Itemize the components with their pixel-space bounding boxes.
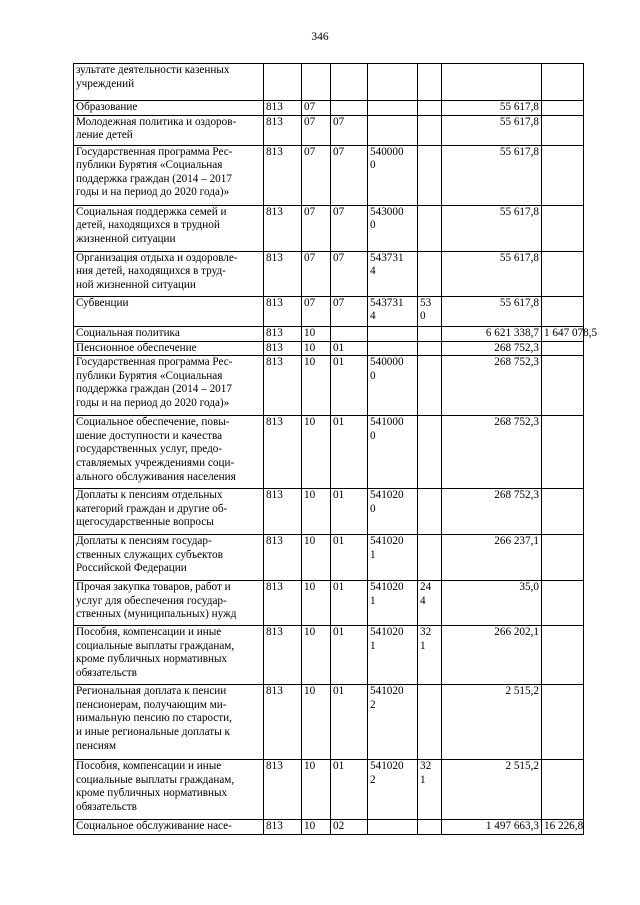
amount-subvention <box>542 760 584 820</box>
amount-subvention <box>542 115 584 145</box>
amount-subvention <box>542 685 584 760</box>
expense-type-code: 32 1 <box>418 760 442 820</box>
amount-total: 268 752,3 <box>442 489 542 535</box>
section-code: 10 <box>302 820 331 835</box>
section-code: 10 <box>302 535 331 581</box>
admin-code: 813 <box>264 115 302 145</box>
row-name: Социальная поддержка семей и детей, находящихся в трудной жизненной ситуации <box>74 205 264 251</box>
subsection-code <box>331 64 368 101</box>
amount-total: 2 515,2 <box>442 760 542 820</box>
subsection-code: 01 <box>331 760 368 820</box>
amount-subvention <box>542 356 584 416</box>
subsection-code: 01 <box>331 535 368 581</box>
admin-code: 813 <box>264 205 302 251</box>
amount-total: 55 617,8 <box>442 115 542 145</box>
section-code: 10 <box>302 489 331 535</box>
admin-code: 813 <box>264 341 302 356</box>
table-row <box>74 115 584 145</box>
amount-total: 268 752,3 <box>442 356 542 416</box>
admin-code: 813 <box>264 581 302 626</box>
budget-table <box>73 63 598 835</box>
table-row <box>74 626 584 685</box>
target-article-code: 541020 2 <box>368 685 418 760</box>
row-name: Социальная политика <box>74 326 264 341</box>
table-row <box>74 64 584 101</box>
amount-total: 266 237,1 <box>442 535 542 581</box>
table-row <box>74 416 584 489</box>
subsection-code: 01 <box>331 626 368 685</box>
table-row <box>74 251 584 296</box>
subsection-code: 01 <box>331 489 368 535</box>
amount-subvention <box>542 64 584 101</box>
expense-type-code <box>418 535 442 581</box>
amount-subvention <box>542 341 584 356</box>
amount-subvention <box>542 145 584 205</box>
admin-code: 813 <box>264 251 302 296</box>
admin-code: 813 <box>264 626 302 685</box>
amount-total: 1 497 663,3 <box>442 820 542 835</box>
amount-subvention <box>542 205 584 251</box>
subsection-code: 07 <box>331 251 368 296</box>
target-article-code <box>368 64 418 101</box>
amount-total: 55 617,8 <box>442 251 542 296</box>
amount-total: 55 617,8 <box>442 145 542 205</box>
subsection-code: 01 <box>331 581 368 626</box>
amount-subvention <box>542 101 584 116</box>
expense-type-code <box>418 820 442 835</box>
expense-type-code <box>418 115 442 145</box>
subsection-code: 01 <box>331 356 368 416</box>
subsection-code: 02 <box>331 820 368 835</box>
table-row <box>74 760 584 820</box>
admin-code: 813 <box>264 820 302 835</box>
row-name: зультате деятельности казенных учреждений <box>74 64 264 101</box>
expense-type-code <box>418 145 442 205</box>
row-name: Социальное обслуживание насе- <box>74 820 264 835</box>
amount-total: 55 617,8 <box>442 101 542 116</box>
expense-type-code: 24 4 <box>418 581 442 626</box>
target-article-code: 543731 4 <box>368 251 418 296</box>
table-body <box>74 64 598 835</box>
expense-type-code <box>418 416 442 489</box>
amount-total: 6 621 338,7 <box>442 326 542 341</box>
section-code: 07 <box>302 115 331 145</box>
table-row <box>74 535 584 581</box>
table-row <box>74 820 584 835</box>
section-code: 10 <box>302 581 331 626</box>
admin-code: 813 <box>264 356 302 416</box>
expense-type-code <box>418 356 442 416</box>
amount-total: 268 752,3 <box>442 341 542 356</box>
amount-subvention <box>542 296 584 326</box>
amount-subvention <box>542 535 584 581</box>
subsection-code: 07 <box>331 115 368 145</box>
expense-type-code <box>418 101 442 116</box>
section-code <box>302 64 331 101</box>
target-article-code: 540000 0 <box>368 145 418 205</box>
section-code: 10 <box>302 326 331 341</box>
admin-code: 813 <box>264 685 302 760</box>
section-code: 07 <box>302 145 331 205</box>
amount-subvention <box>542 489 584 535</box>
amount-subvention <box>542 626 584 685</box>
row-name: Пособия, компенсации и иные социальные выплаты гражданам, кроме публичных нормативных обязательств <box>74 626 264 685</box>
expense-type-code <box>418 205 442 251</box>
amount-subvention <box>542 416 584 489</box>
admin-code: 813 <box>264 326 302 341</box>
amount-total: 266 202,1 <box>442 626 542 685</box>
amount-total: 268 752,3 <box>442 416 542 489</box>
page-number: 346 <box>311 31 329 43</box>
admin-code: 813 <box>264 296 302 326</box>
expense-type-code: 32 1 <box>418 626 442 685</box>
expense-type-code <box>418 489 442 535</box>
expense-type-code <box>418 64 442 101</box>
section-code: 07 <box>302 205 331 251</box>
amount-subvention <box>542 251 584 296</box>
target-article-code: 541020 1 <box>368 581 418 626</box>
target-article-code: 541020 1 <box>368 535 418 581</box>
row-name: Социальное обеспечение, повы- шение доступности и качества государственных услуг, предо- ставляемых учреждениями соци- ального обслуживания населения <box>74 416 264 489</box>
admin-code: 813 <box>264 760 302 820</box>
table-row <box>74 296 584 326</box>
expense-type-code <box>418 685 442 760</box>
row-name: Пенсионное обеспечение <box>74 341 264 356</box>
target-article-code: 541000 0 <box>368 416 418 489</box>
row-name: Доплаты к пенсиям отдельных категорий граждан и другие об- щегосударственные вопросы <box>74 489 264 535</box>
subsection-code: 01 <box>331 341 368 356</box>
section-code: 07 <box>302 101 331 116</box>
section-code: 10 <box>302 760 331 820</box>
admin-code: 813 <box>264 145 302 205</box>
row-name: Пособия, компенсации и иные социальные выплаты гражданам, кроме публичных нормативных обязательств <box>74 760 264 820</box>
row-name: Доплаты к пенсиям государ- ственных служащих субъектов Российской Федерации <box>74 535 264 581</box>
row-name: Региональная доплата к пенсии пенсионерам, получающим ми- нимальную пенсию по старости, и иные региональные доплаты к пенсиям <box>74 685 264 760</box>
row-name: Государственная программа Рес- публики Бурятия «Социальная поддержка граждан (2014 – 2017 годы и на период до 2020 года)» <box>74 145 264 205</box>
table-row <box>74 341 584 356</box>
target-article-code <box>368 101 418 116</box>
target-article-code: 543731 4 <box>368 296 418 326</box>
target-article-code: 540000 0 <box>368 356 418 416</box>
amount-total: 2 515,2 <box>442 685 542 760</box>
subsection-code: 07 <box>331 205 368 251</box>
row-name: Прочая закупка товаров, работ и услуг для обеспечения государ- ственных (муниципальных) нужд <box>74 581 264 626</box>
section-code: 10 <box>302 356 331 416</box>
admin-code: 813 <box>264 416 302 489</box>
row-name: Субвенции <box>74 296 264 326</box>
table-row <box>74 205 584 251</box>
table-row <box>74 101 584 116</box>
admin-code: 813 <box>264 101 302 116</box>
expense-type-code <box>418 251 442 296</box>
target-article-code <box>368 326 418 341</box>
section-code: 07 <box>302 251 331 296</box>
amount-subvention: 16 226,8 <box>542 820 584 835</box>
subsection-code: 01 <box>331 685 368 760</box>
subsection-code: 07 <box>331 296 368 326</box>
amount-total: 55 617,8 <box>442 205 542 251</box>
amount-subvention: 1 647 078,5 <box>542 326 584 341</box>
table-row <box>74 489 584 535</box>
row-name: Государственная программа Рес- публики Бурятия «Социальная поддержка граждан (2014 – 2017 годы и на период до 2020 года)» <box>74 356 264 416</box>
expense-type-code <box>418 341 442 356</box>
amount-total: 55 617,8 <box>442 296 542 326</box>
section-code: 10 <box>302 685 331 760</box>
expense-type-code: 53 0 <box>418 296 442 326</box>
subsection-code: 01 <box>331 416 368 489</box>
table-row <box>74 326 584 341</box>
amount-total <box>442 64 542 101</box>
table-row <box>74 145 584 205</box>
target-article-code: 541020 1 <box>368 626 418 685</box>
subsection-code: 07 <box>331 145 368 205</box>
subsection-code <box>331 326 368 341</box>
row-name: Организация отдыха и оздоровле- ния детей, находящихся в труд- ной жизненной ситуации <box>74 251 264 296</box>
row-name: Молодежная политика и оздоров- ление детей <box>74 115 264 145</box>
expense-type-code <box>418 326 442 341</box>
amount-subvention <box>542 581 584 626</box>
target-article-code <box>368 820 418 835</box>
admin-code: 813 <box>264 535 302 581</box>
amount-total: 35,0 <box>442 581 542 626</box>
section-code: 10 <box>302 341 331 356</box>
subsection-code <box>331 101 368 116</box>
target-article-code: 541020 2 <box>368 760 418 820</box>
row-name: Образование <box>74 101 264 116</box>
section-code: 10 <box>302 416 331 489</box>
table-row <box>74 685 584 760</box>
target-article-code <box>368 341 418 356</box>
table-row <box>74 581 584 626</box>
section-code: 10 <box>302 626 331 685</box>
admin-code <box>264 64 302 101</box>
table-row <box>74 356 584 416</box>
target-article-code <box>368 115 418 145</box>
admin-code: 813 <box>264 489 302 535</box>
target-article-code: 543000 0 <box>368 205 418 251</box>
target-article-code: 541020 0 <box>368 489 418 535</box>
section-code: 07 <box>302 296 331 326</box>
